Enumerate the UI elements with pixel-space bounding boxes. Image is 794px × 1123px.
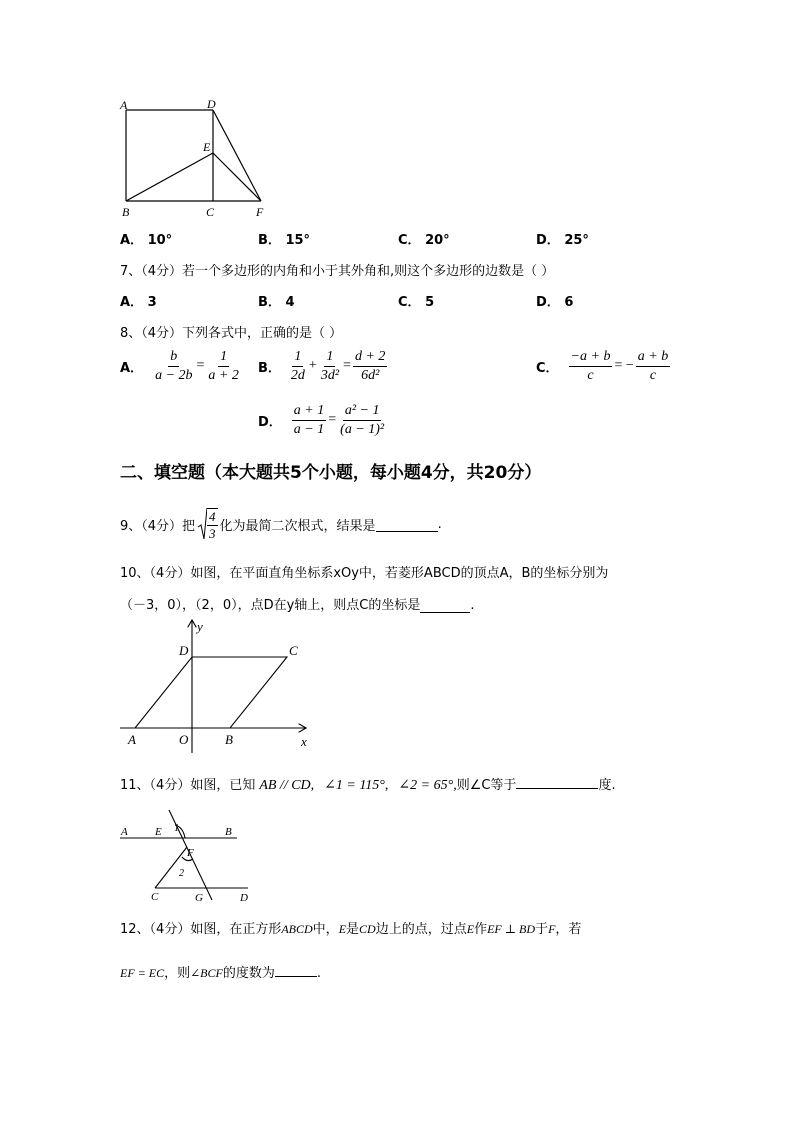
q8-option-d: D． $\frac{a + 1}{a - 1}$ = $\frac{\text{a² − 1}}{\text{(a − 1)²}}$: [258, 402, 385, 437]
q10-answer-blank[interactable]: [420, 598, 470, 613]
q7-stem: 7、（4分）若一个多边形的内角和小于其外角和,则这个多边形的边数是（ ）: [120, 264, 555, 279]
q6-label-b: B: [122, 205, 130, 219]
q10-rhombus: [135, 657, 287, 728]
q6-option-d: D． 25°: [536, 233, 589, 248]
q6-line-df: [213, 110, 261, 201]
q6-label-d: D: [207, 97, 216, 111]
q9-answer-blank[interactable]: [376, 517, 438, 532]
q11-label-e: E: [155, 826, 162, 838]
q11-figure: [115, 805, 265, 905]
q11-label-b: B: [225, 826, 232, 838]
q11-label-1: 1: [174, 823, 179, 834]
q10-figure: [115, 615, 320, 755]
q6-line-ef: [213, 153, 261, 201]
q6-figure: [115, 95, 275, 225]
q6-option-b: B． 15°: [258, 233, 311, 248]
q11-answer-blank[interactable]: [516, 774, 598, 789]
q11-label-d: D: [240, 892, 248, 904]
q6-label-f: F: [256, 205, 264, 219]
q8-option-c: C． $\frac{-a + b}{c}$ = − $\frac{a + b}{c}$: [536, 348, 669, 383]
q10-label-o: O: [179, 732, 189, 747]
q11-label-f: F: [187, 847, 194, 859]
q11-stem: 11、（4分）如图，已知 AB // CD, ∠1 = 115°, ∠2 = 65°, 则∠C等于 度.: [120, 774, 616, 794]
radical-sign-icon: [197, 507, 207, 541]
q6-label-c: C: [206, 205, 215, 219]
q11-label-g: G: [195, 892, 203, 904]
q11-label-2: 2: [179, 868, 184, 879]
q10-line-1: 10、（4分）如图，在平面直角坐标系xOy中，若菱形ABCD的顶点A，B的坐标分别为: [120, 566, 609, 581]
q10-label-y: y: [197, 619, 203, 634]
q7-option-d: D． 6: [536, 295, 574, 310]
q10-label-x: x: [301, 734, 307, 749]
q6-option-a: A． 10°: [120, 233, 173, 248]
q6-line-be: [126, 153, 213, 201]
q6-option-c: C． 20°: [398, 233, 450, 248]
q6-label-a: A: [120, 98, 128, 112]
q7-option-a: A． 3: [120, 295, 157, 310]
q10-label-d: D: [179, 643, 189, 658]
section-2-title: 二、填空题（本大题共5个小题，每小题4分，共20分）: [120, 463, 542, 483]
q12-line-1: 12、（4分）如图，在正方形 ABCD 中， E 是 CD 边上的点，过点 E 作 EF ⊥ BD 于 F ，若: [120, 922, 582, 937]
q10-line-2: （－3，0），（2，0），点D在y轴上，则点C的坐标是 .: [120, 598, 475, 613]
q7-option-b: B． 4: [258, 295, 295, 310]
q8-option-a: A． $\frac{b}{a - 2b}$ = $\frac{1}{a + 2}$: [120, 348, 239, 383]
q10-label-c: C: [289, 643, 298, 658]
q12-line-2: EF = EC ，则 ∠BCF 的度数为 .: [120, 962, 321, 981]
q11-label-a: A: [121, 826, 128, 838]
q9-radical: $\frac{4}{3}$: [197, 507, 218, 541]
q7-option-c: C． 5: [398, 295, 435, 310]
q9-stem: 9、（4分）把 $\frac{4}{3}$ 化为最简二次根式，结果是 .: [120, 508, 442, 541]
q6-label-e: E: [203, 140, 211, 154]
q10-label-a: A: [128, 732, 136, 747]
q11-label-c: C: [151, 891, 159, 903]
q8-option-b: B． $\frac{1}{2d}$ + $\frac{1}{\text{3d²}}$ = $\frac{d + 2}{\text{6d²}}$: [258, 348, 386, 383]
q12-answer-blank[interactable]: [275, 962, 317, 977]
q10-label-b: B: [225, 732, 233, 747]
q8-stem: 8、（4分）下列各式中，正确的是（ ）: [120, 326, 343, 341]
